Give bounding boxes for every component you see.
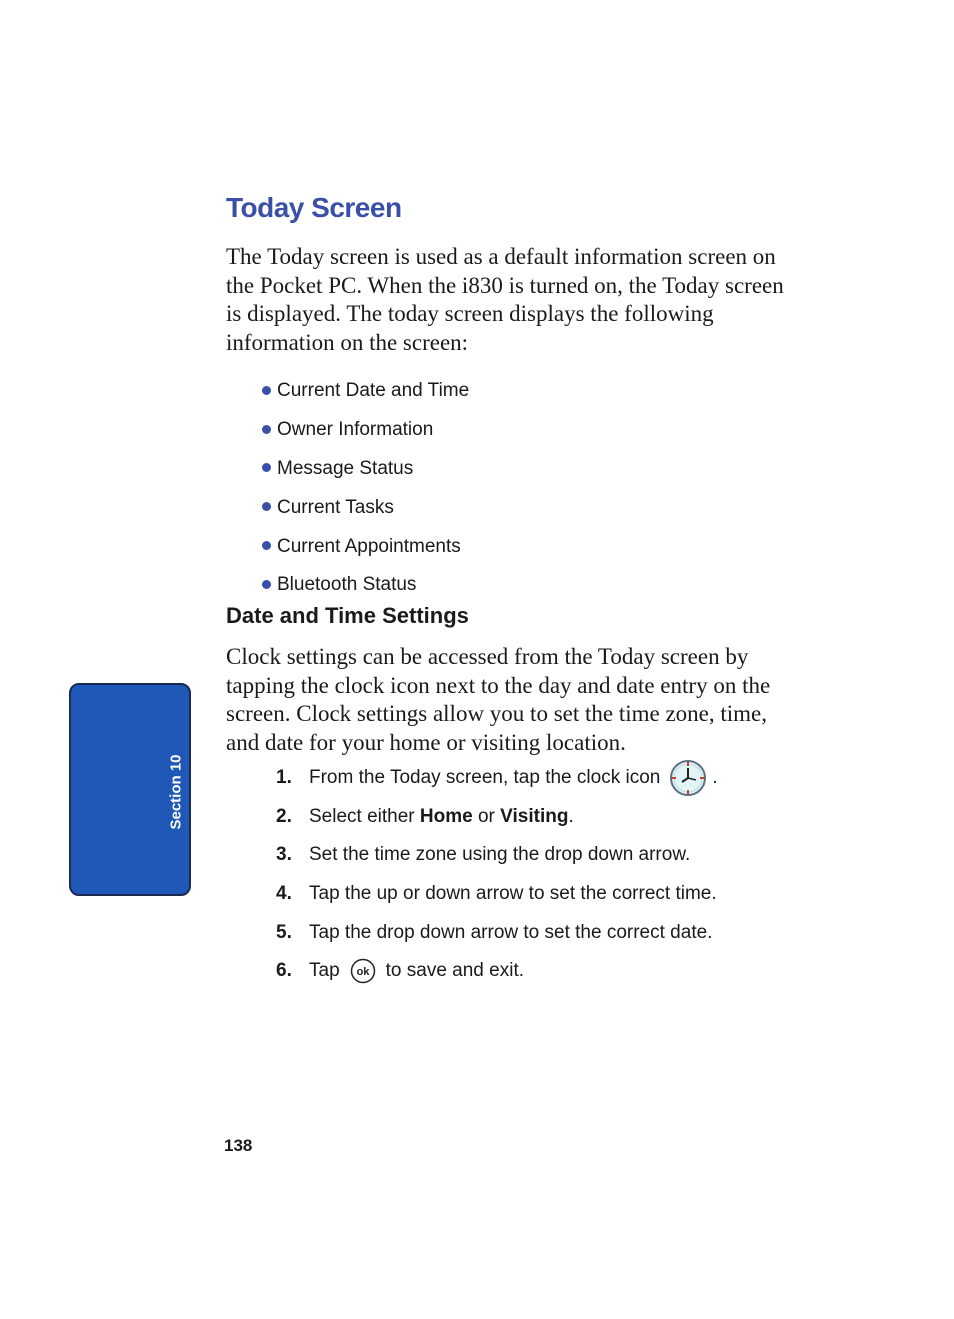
step-item bbox=[276, 836, 718, 875]
visiting-option-label: Visiting bbox=[500, 805, 569, 827]
bullet-icon bbox=[262, 463, 271, 472]
step-text: Tap bbox=[309, 960, 340, 982]
bullet-icon bbox=[262, 386, 271, 395]
step-text: Select either bbox=[309, 805, 420, 827]
section-tab-label: Section 10 bbox=[167, 754, 185, 830]
step-number: 3. bbox=[276, 844, 292, 866]
step-item bbox=[276, 759, 718, 798]
steps-list bbox=[276, 759, 718, 991]
list-item bbox=[262, 372, 469, 411]
step-text: Set the time zone using the drop down arrow. bbox=[309, 844, 691, 866]
page-number: 138 bbox=[224, 1136, 253, 1155]
step-text-end: . bbox=[568, 805, 574, 827]
clock-settings-paragraph: Clock settings can be accessed from the Today screen by tapping the clock icon next to the day and date entry on the screen. Clock settings allow you to set the time zone, time, and date for your home or visiting location. bbox=[226, 644, 771, 755]
step-item bbox=[276, 875, 718, 914]
list-item-label: Current Tasks bbox=[277, 496, 394, 518]
step-text: From the Today screen, tap the clock icon bbox=[309, 767, 661, 789]
step-item bbox=[276, 913, 718, 952]
ok-button-icon bbox=[350, 958, 376, 984]
page-title: Today Screen bbox=[226, 192, 402, 223]
step-text-mid: or bbox=[472, 805, 501, 827]
list-item-label: Current Date and Time bbox=[277, 380, 470, 402]
step-number: 2. bbox=[276, 805, 292, 827]
clock-icon bbox=[668, 758, 708, 798]
list-item-label: Message Status bbox=[277, 457, 414, 479]
list-item bbox=[262, 450, 469, 489]
list-item bbox=[262, 566, 469, 605]
step-text-end: to save and exit. bbox=[385, 960, 525, 982]
step-number: 5. bbox=[276, 921, 292, 943]
list-item bbox=[262, 411, 469, 450]
step-text: Tap the drop down arrow to set the correct date. bbox=[309, 921, 713, 943]
list-item-label: Bluetooth Status bbox=[277, 574, 417, 596]
bullet-icon bbox=[262, 541, 271, 550]
step-item bbox=[276, 798, 718, 837]
step-text-end: . bbox=[712, 767, 718, 789]
step-number: 6. bbox=[276, 960, 292, 982]
list-item-label: Owner Information bbox=[277, 419, 434, 441]
section-subheading: Date and Time Settings bbox=[226, 603, 469, 628]
step-number: 1. bbox=[276, 767, 292, 789]
bullet-icon bbox=[262, 425, 271, 434]
bullet-icon bbox=[262, 502, 271, 511]
step-text: Tap the up or down arrow to set the correct time. bbox=[309, 883, 717, 905]
list-item-label: Current Appointments bbox=[277, 535, 461, 557]
intro-paragraph: The Today screen is used as a default information screen on the Pocket PC. When the i830 is turned on, the Today screen is displayed. The today screen displays the following information on the screen: bbox=[226, 244, 784, 355]
home-option-label: Home bbox=[419, 805, 473, 827]
list-item bbox=[262, 488, 469, 527]
info-list bbox=[262, 372, 469, 605]
ok-icon-label: ok bbox=[356, 966, 370, 979]
step-item bbox=[276, 952, 718, 991]
step-number: 4. bbox=[276, 883, 292, 905]
list-item bbox=[262, 527, 469, 566]
bullet-icon bbox=[262, 580, 271, 589]
